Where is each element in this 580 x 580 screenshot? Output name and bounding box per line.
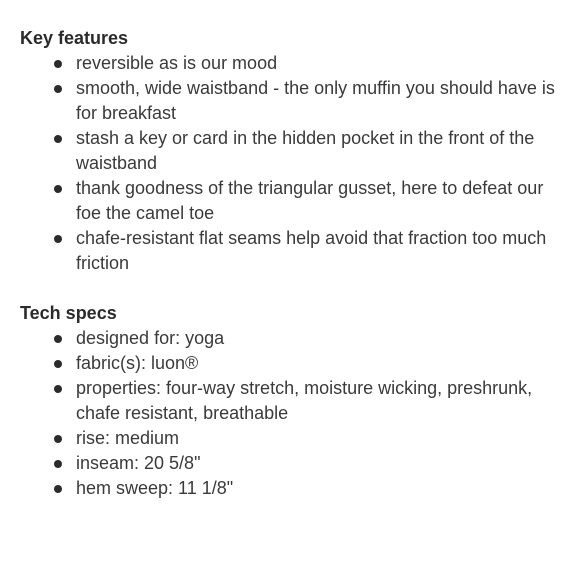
tech-specs-section — [20, 301, 580, 501]
list-item-text: smooth, wide waistband - the only muffin you should have is for breakfast — [76, 78, 555, 123]
list-item-text: fabric(s): luon® — [76, 353, 199, 373]
list-item — [20, 476, 558, 501]
list-item-text: hem sweep: 11 1/8" — [76, 478, 234, 498]
bullet-icon — [54, 60, 62, 68]
bullet-icon — [54, 385, 62, 393]
list-item — [20, 76, 558, 126]
list-item — [20, 226, 558, 276]
list-item-text: thank goodness of the triangular gusset, here to defeat our foe the camel toe — [76, 178, 544, 223]
bullet-icon — [54, 460, 62, 468]
list-item-text: reversible as is our mood — [76, 53, 278, 73]
tech-specs-heading: Tech specs — [20, 303, 117, 323]
bullet-icon — [54, 435, 62, 443]
bullet-icon — [54, 485, 62, 493]
list-item-text: properties: four-way stretch, moisture wicking, preshrunk, chafe resistant, breathable — [76, 378, 533, 423]
list-item — [20, 176, 558, 226]
list-item-text: rise: medium — [76, 428, 180, 448]
bullet-icon — [54, 235, 62, 243]
list-item — [20, 126, 558, 176]
list-item — [20, 351, 558, 376]
list-item-text: chafe-resistant flat seams help avoid that fraction too much friction — [76, 228, 547, 273]
key-features-section — [20, 26, 580, 276]
bullet-icon — [54, 335, 62, 343]
bullet-icon — [54, 185, 62, 193]
bullet-icon — [54, 85, 62, 93]
list-item-text: stash a key or card in the hidden pocket in the front of the waistband — [76, 128, 535, 173]
list-item — [20, 326, 558, 351]
list-item — [20, 376, 558, 426]
list-item-text: inseam: 20 5/8" — [76, 453, 201, 473]
bullet-icon — [54, 360, 62, 368]
list-item — [20, 451, 558, 476]
list-item — [20, 426, 558, 451]
key-features-heading: Key features — [20, 28, 129, 48]
bullet-icon — [54, 135, 62, 143]
tech-specs-list — [20, 326, 580, 501]
list-item — [20, 51, 558, 76]
key-features-list — [20, 51, 580, 276]
list-item-text: designed for: yoga — [76, 328, 225, 348]
